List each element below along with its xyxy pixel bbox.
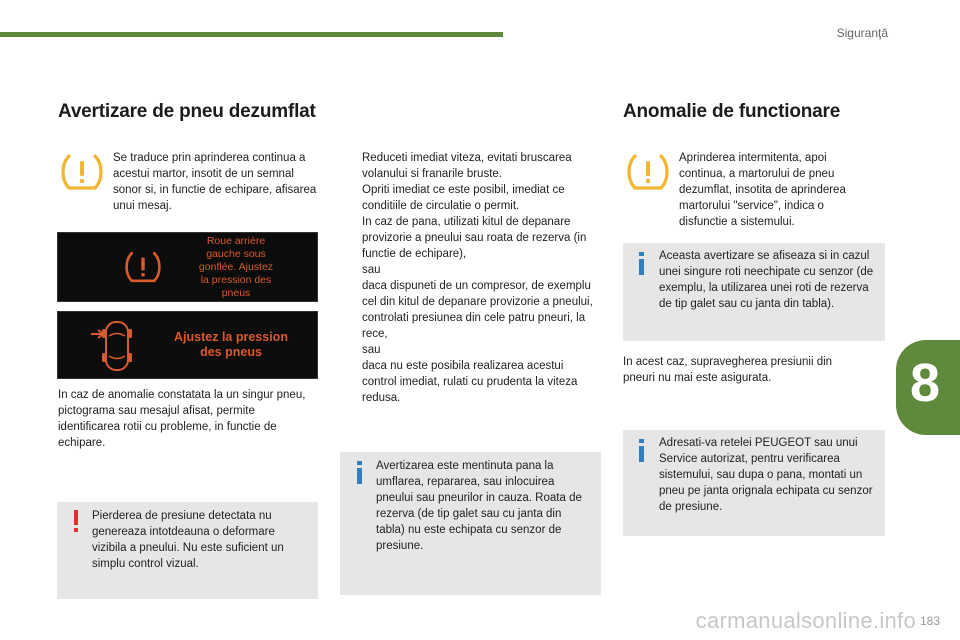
dash1-line: gauche sous [206, 248, 266, 260]
bullet-item [340, 262, 598, 278]
dash1-line: Roue arrière [206, 235, 266, 247]
info-note-text-right-2: Adresati-va retelei PEUGEOT sau unui Service autorizat, pentru verificarea sistemului, sau dupa o pana, montati un pneu pe janta orignala echipata cu senzor de presiune. [659, 437, 873, 513]
info-note-text-middle: Avertizarea este mentinuta pana la umflarea, repararea, sau inlocuirea pneului sau pneurilor in cauza. Roata de rezerva (de tip galet sau cu janta din tabla) nu este echipata cu senzor de presiune. [376, 460, 582, 552]
dash2-line: Ajustez la pression [174, 330, 288, 344]
info-note-box-right-2 [623, 430, 885, 536]
exclamation-icon [70, 510, 82, 534]
info-icon [636, 439, 648, 463]
dashboard-message-2 [156, 330, 306, 360]
right-supervision-text: In acest caz, supravegherea presiunii din pneuri nu mai este asigurata. [623, 356, 833, 384]
bullet-item [340, 278, 598, 342]
left-section-title: Avertizare de pneu dezumflat [58, 101, 316, 122]
section-accent-bar [0, 32, 503, 37]
dash1-line: gonflée. Ajustez [198, 261, 274, 273]
left-anomaly-text: In caz de anomalie constatata la un singur pneu, pictograma sau mesajul afisat, permite identificarea rotii cu probleme, in functie de echipare. [58, 389, 306, 449]
info-note-text-right-1: Aceasta avertizare se afiseaza si in cazul unei singure roti neechipate cu senzor (de exemplu, la utilizarea unei roti de rezerva de tip galet sau cu janta din tabla). [659, 250, 874, 310]
bullet-item [340, 214, 598, 262]
info-note-box-right-1 [623, 243, 885, 341]
bullet-text: Opriti imediat ce este posibil, imediat ce conditiile de circulatie o permit. [362, 184, 565, 212]
bullet-text: In caz de pana, utilizati kitul de depanare provizorie a pneului sau roata de rezerva (in functie de echipare), [362, 216, 587, 260]
car-top-view-icon [88, 318, 144, 374]
bullet-text: daca nu este posibila realizarea acestui control imediat, rulati cu prudenta la viteza redusa. [362, 360, 578, 404]
info-icon [636, 252, 648, 276]
section-label: Siguranţă [836, 26, 888, 40]
bullet-item [340, 182, 598, 214]
alert-note-text: Pierderea de presiune detectata nu genereaza intotdeauna o deformare vizibila a pneului. Nu este suficient un simplu control vizual. [92, 510, 284, 570]
dash2-line: des pneus [200, 345, 262, 359]
chapter-number: 8 [909, 353, 940, 413]
left-intro-text: Se traduce prin aprinderea continua a acestui martor, insotit de un semnal sonor si, in functie de echipare, afisarea unui mesaj. [113, 152, 317, 212]
tire-pressure-warning-icon [626, 152, 670, 192]
dash1-line: pneus [221, 287, 251, 299]
alert-note-box [57, 502, 318, 599]
tire-warning-display-icon [124, 249, 162, 285]
dashboard-display-wheel-warning [57, 232, 318, 302]
site-watermark: carmanualsonline.info [695, 608, 916, 633]
bullet-item [340, 358, 598, 406]
info-note-box-middle [340, 452, 601, 595]
dashboard-display-adjust-pressure [57, 311, 318, 379]
bullet-text: sau [362, 264, 381, 276]
bullet-text: daca dispuneti de un compresor, de exemplu cel din kitul de depanare provizorie a pneului, controlati presiunea din cele patru pneuri, la rece, [362, 280, 593, 340]
page-number: 183 [919, 614, 940, 628]
tire-pressure-warning-icon [60, 152, 104, 192]
bullet-item [340, 150, 598, 182]
action-bullet-list [340, 150, 598, 406]
right-intro-text: Aprinderea intermitenta, apoi continua, a martorului de pneu dezumflat, insotita de aprinderea martorului "service", indica o disfunctie a sistemului. [679, 152, 846, 228]
bullet-text: Reduceti imediat viteza, evitati bruscarea volanului si franarile bruste. [362, 152, 572, 180]
bullet-item [340, 342, 598, 358]
right-section-title: Anomalie de functionare [623, 101, 841, 122]
info-icon [354, 461, 366, 485]
dash1-line: la pression des [200, 274, 272, 286]
bullet-text: sau [362, 344, 381, 356]
dashboard-message-1 [176, 235, 296, 300]
